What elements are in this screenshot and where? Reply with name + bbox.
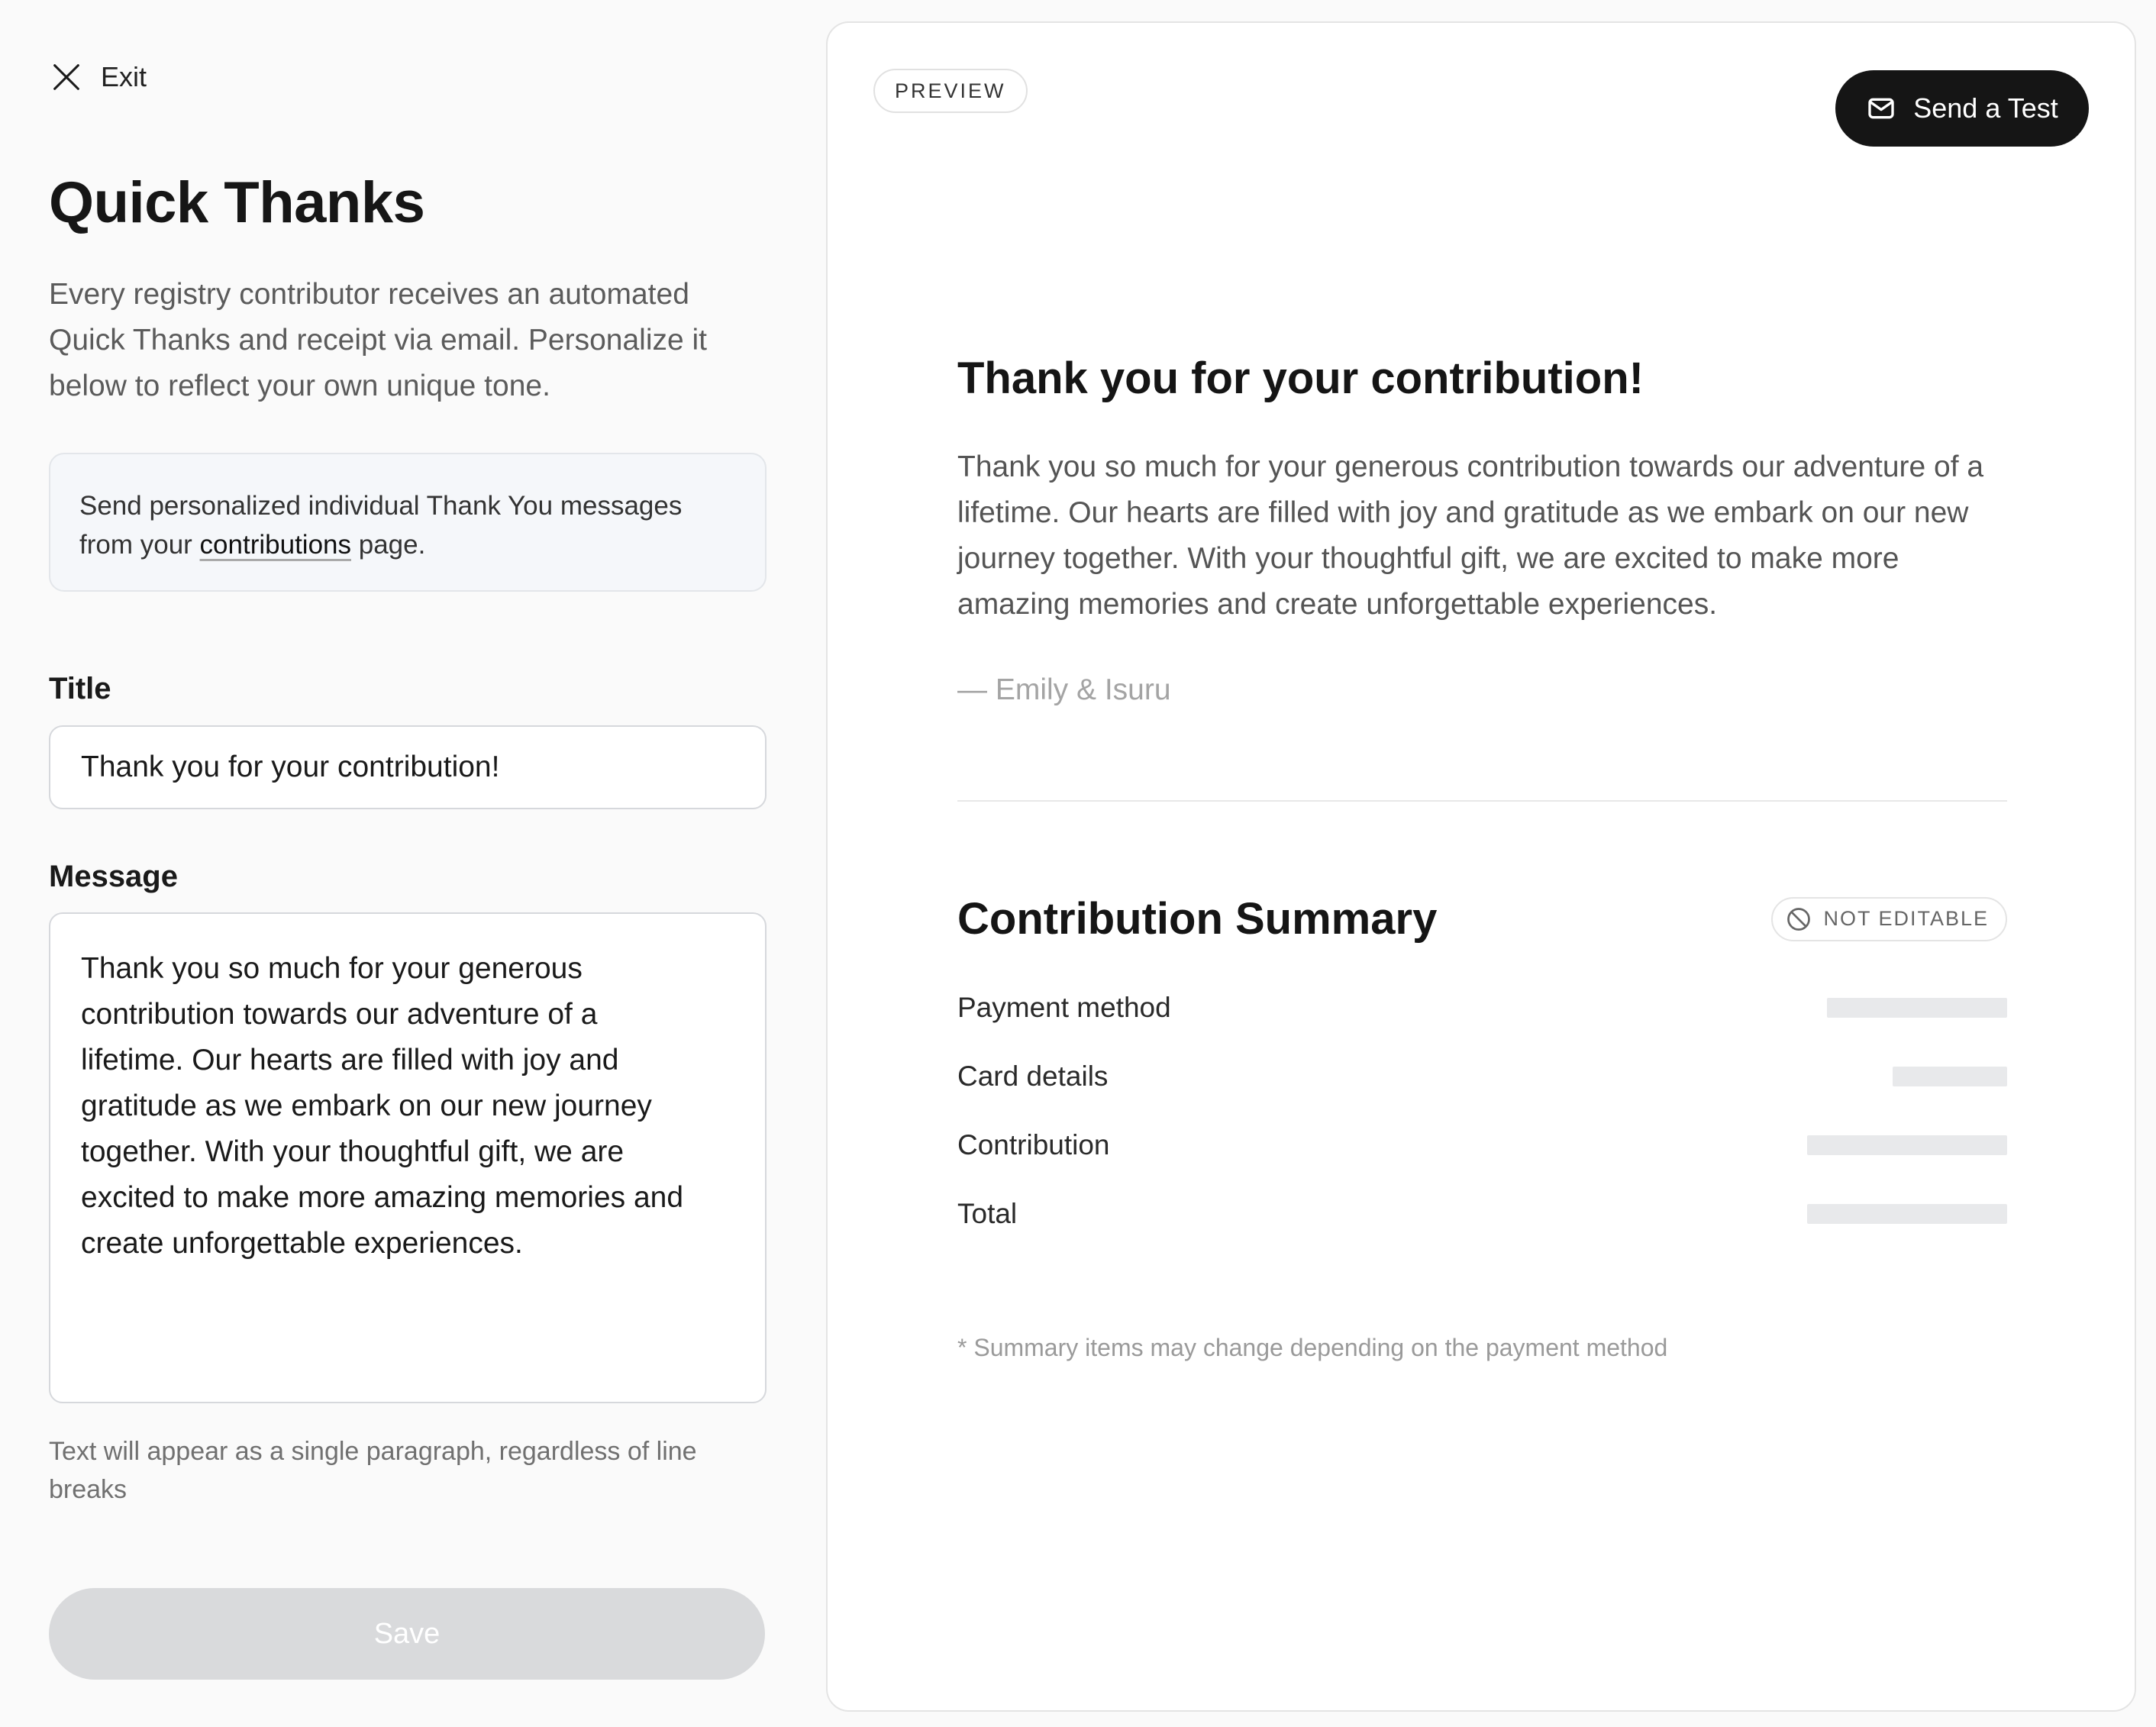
summary-header (957, 893, 2007, 944)
preview-panel (826, 21, 2136, 1712)
page-title: Quick Thanks (49, 170, 425, 235)
exit-button[interactable] (49, 58, 147, 96)
exit-label: Exit (101, 61, 147, 92)
page-description: Every registry contributor receives an automated Quick Thanks and receipt via email. Personalize it below to reflect your own unique tone. (49, 278, 708, 402)
summary-row-label: Contribution (957, 1129, 1110, 1160)
info-note (49, 453, 767, 592)
send-test-label: Send a Test (1913, 92, 2058, 124)
email-body: Thank you so much for your generous contribution towards our adventure of a lifetime. Our hearts are filled with joy and gratitude as we embark on our new journey together. With your thoughtful gift, we are excited to make more amazing memories and create unforgettable experiences. (957, 450, 1984, 621)
preview-badge: PREVIEW (873, 69, 1028, 113)
note-text-after: page. (351, 530, 426, 560)
summary-row-payment-method (957, 973, 2007, 1042)
summary-row-label: Payment method (957, 992, 1171, 1023)
summary-title: Contribution Summary (957, 894, 1438, 944)
summary-row-card-details (957, 1042, 2007, 1111)
title-label: Title (49, 672, 111, 705)
close-icon (49, 60, 84, 95)
summary-row-label: Card details (957, 1060, 1109, 1092)
title-input[interactable] (49, 725, 767, 809)
prohibited-icon (1785, 905, 1812, 933)
value-placeholder (1807, 1204, 2007, 1224)
message-label: Message (49, 860, 178, 893)
save-button[interactable]: Save (49, 1588, 765, 1680)
summary-row-total (957, 1180, 2007, 1248)
not-editable-badge (1771, 897, 2007, 941)
divider (957, 800, 2007, 802)
value-placeholder (1827, 998, 2007, 1018)
summary-row-label: Total (957, 1198, 1018, 1229)
message-hint: Text will appear as a single paragraph, regardless of line breaks (49, 1437, 697, 1504)
note-text-before: Send personalized individual Thank You messages from your (79, 491, 683, 560)
send-test-button[interactable] (1835, 70, 2089, 147)
summary-footnote: * Summary items may change depending on the payment method (957, 1334, 1668, 1361)
contributions-link[interactable]: contributions (199, 530, 351, 560)
value-placeholder (1807, 1135, 2007, 1155)
value-placeholder (1893, 1067, 2007, 1086)
summary-rows (957, 973, 2007, 1248)
mail-icon (1866, 93, 1896, 124)
email-preview (957, 351, 2007, 1362)
message-textarea[interactable] (49, 912, 767, 1403)
email-signature: — Emily & Isuru (957, 673, 1171, 706)
not-editable-label: NOT EDITABLE (1823, 907, 1989, 930)
editor-panel (0, 0, 825, 1727)
email-title: Thank you for your contribution! (957, 353, 1644, 403)
summary-row-contribution (957, 1111, 2007, 1180)
